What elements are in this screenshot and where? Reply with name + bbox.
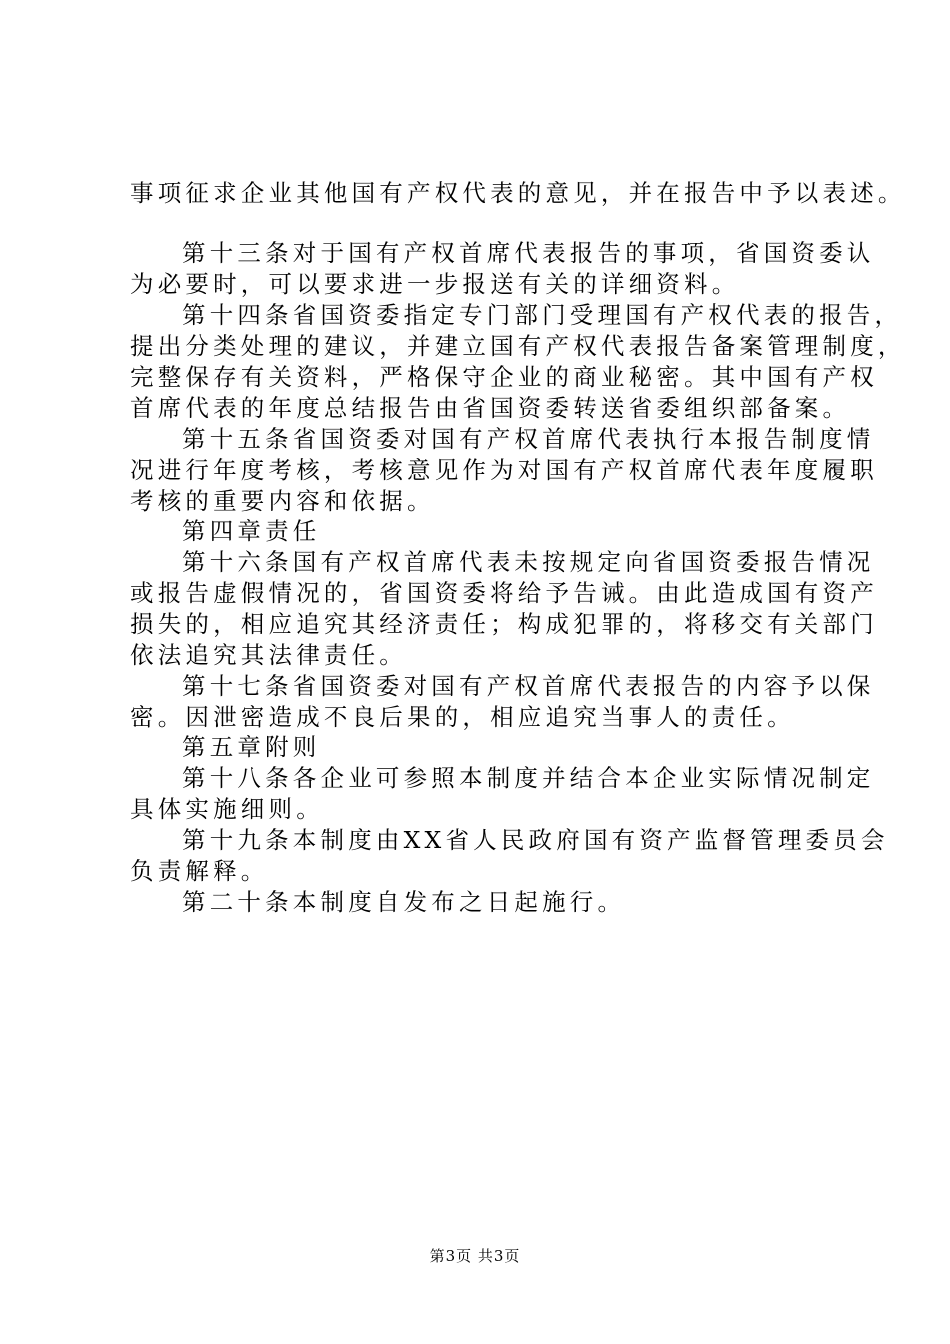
- text-line: 第十九条本制度由XX省人民政府国有资产监督管理委员会: [182, 826, 889, 854]
- text-line: 提出分类处理的建议，并建立国有产权代表报告备案管理制度，: [130, 332, 906, 360]
- text-line: 密。因泄密造成不良后果的，相应追究当事人的责任。: [130, 703, 795, 731]
- text-line: 第十六条国有产权首席代表未按规定向省国资委报告情况: [182, 548, 875, 576]
- text-line: 具体实施细则。: [130, 795, 324, 823]
- text-line: 完整保存有关资料，严格保守企业的商业秘密。其中国有产权: [130, 363, 878, 391]
- text-line: 事项征求企业其他国有产权代表的意见，并在报告中予以表述。: [130, 179, 906, 207]
- text-line: 第十三条对于国有产权首席代表报告的事项，省国资委认: [182, 239, 875, 267]
- text-line: 首席代表的年度总结报告由省国资委转送省委组织部备案。: [130, 394, 851, 422]
- text-line: 第十七条省国资委对国有产权首席代表报告的内容予以保: [182, 672, 875, 700]
- text-line: 第十五条省国资委对国有产权首席代表执行本报告制度情: [182, 425, 875, 453]
- text-line: 为必要时，可以要求进一步报送有关的详细资料。: [130, 270, 740, 298]
- chapter-heading: 第五章附则: [182, 733, 321, 761]
- text-line: 依法追究其法律责任。: [130, 641, 407, 669]
- text-line: 第二十条本制度自发布之日起施行。: [182, 888, 626, 916]
- text-line: 第十四条省国资委指定专门部门受理国有产权代表的报告，: [182, 301, 903, 329]
- text-line: 况进行年度考核，考核意见作为对国有产权首席代表年度履职: [130, 456, 878, 484]
- chapter-heading: 第四章责任: [182, 517, 321, 545]
- page-footer: 第3页 共3页: [429, 1247, 521, 1265]
- text-line: 损失的，相应追究其经济责任；构成犯罪的，将移交有关部门: [130, 610, 878, 638]
- text-line: 负责解释。: [130, 857, 269, 885]
- text-line: 第十八条各企业可参照本制度并结合本企业实际情况制定: [182, 764, 875, 792]
- text-line: 或报告虚假情况的，省国资委将给予告诫。由此造成国有资产: [130, 579, 878, 607]
- text-line: 考核的重要内容和依据。: [130, 487, 435, 515]
